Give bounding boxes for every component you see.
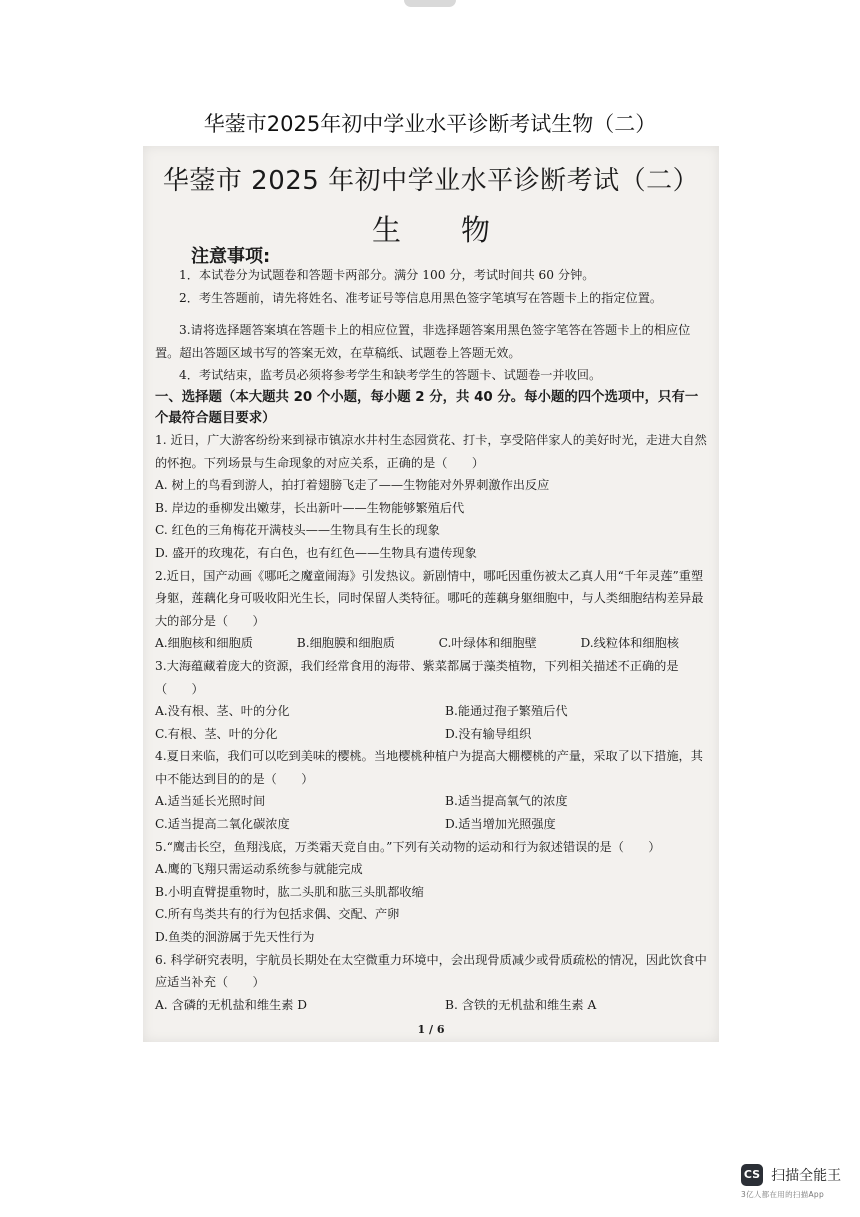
question-option: B. 岸边的垂柳发出嫩芽，长出新叶——生物能够繁殖后代 — [155, 500, 465, 515]
question-options-grid — [155, 790, 709, 835]
document-title: 华蓥市2025年初中学业水平诊断考试生物（二） — [203, 112, 657, 136]
notice-item: 2．考生答题前，请先将姓名、准考证号等信息用黑色签字笔填写在答题卡上的指定位置。 — [179, 290, 663, 305]
question-option: C.叶绿体和细胞壁 — [438, 636, 537, 651]
question-option: A. 含磷的无机盐和维生素 D — [155, 997, 308, 1012]
question-stem: 1. 近日，广大游客纷纷来到禄市镇凉水井村生态园赏花、打卡，享受陪伴家人的美好时光，走进大自然的怀抱。下列场景与生命现象的对应关系，正确的是（ ） — [155, 432, 707, 470]
question-option: B.小明直臂提重物时，肱二头肌和肱三头肌都收缩 — [155, 884, 424, 899]
question-option: C. 红色的三角梅花开满枝头——生物具有生长的现象 — [155, 523, 440, 538]
question-option: C.所有鸟类共有的行为包括求偶、交配、产卵 — [155, 907, 400, 922]
question-options-grid — [155, 700, 709, 745]
question-option: D.线粒体和细胞核 — [580, 636, 679, 651]
question-stem: 3.大海蕴藏着庞大的资源，我们经常食用的海带、紫菜都属于藻类植物，下列相关描述不正确的是（ ） — [155, 658, 679, 696]
exam-subject: 生物 — [371, 213, 550, 247]
notice-item: 1．本试卷分为试题卷和答题卡两部分。满分 100 分，考试时间共 60 分钟。 — [179, 268, 595, 282]
question-option: D.适当增加光照强度 — [445, 817, 556, 832]
question-option: B.适当提高氧气的浓度 — [445, 794, 568, 809]
question-stem: 6. 科学研究表明，宇航员长期处在太空微重力环境中，会出现骨质减少或骨质疏松的情况，因此饮食中应适当补充（ ） — [155, 952, 707, 990]
section-title: 一、选择题（本大题共 20 个小题，每小题 2 分，共 40 分。每小题的四个选项中，只有一个最符合题目要求） — [155, 389, 699, 426]
question-option: D. 盛开的玫瑰花，有白色，也有红色——生物具有遗传现象 — [155, 545, 477, 560]
question-stem: 4.夏日来临，我们可以吃到美味的樱桃。当地樱桃种植户为提高大棚樱桃的产量，采取了以下措施，其中不能达到目的的是（ ） — [155, 749, 703, 786]
watermark-app-name: 扫描全能王 — [771, 1168, 842, 1184]
question-stem: 2.近日，国产动画《哪吒之魔童闹海》引发热议。新剧情中，哪吒因重伤被太乙真人用“千年灵莲”重塑身躯，莲藕化身可吸收阳光生长，同时保留人类特征。哪吒的莲藕身躯细胞中，与人类细胞结构差异最大的部分是（ ） — [155, 568, 704, 628]
watermark-tagline: 3亿人都在用的扫描App — [741, 1190, 825, 1199]
question-option: A.适当延长光照时间 — [155, 794, 266, 809]
question-option: B. 含铁的无机盐和维生素 A — [445, 997, 597, 1012]
scanner-watermark — [741, 1164, 851, 1200]
question-option: C.有根、茎、叶的分化 — [155, 726, 278, 741]
page-number: 1 / 6 — [417, 1023, 445, 1036]
question-option: B.细胞膜和细胞质 — [296, 636, 395, 651]
camscanner-logo-icon: CS — [741, 1164, 763, 1186]
exam-header: 华蓥市 2025 年初中学业水平诊断考试（二） — [162, 166, 700, 196]
question-options-row — [155, 632, 709, 655]
question-option: C.适当提高二氧化碳浓度 — [155, 817, 290, 832]
question-stem: 5.“鹰击长空，鱼翔浅底，万类霜天竞自由。”下列有关动物的运动和行为叙述错误的是（ ） — [155, 839, 661, 854]
question-option: A.没有根、茎、叶的分化 — [155, 704, 290, 719]
notice-item: 4．考试结束，监考员必须将参考学生和缺考学生的答题卡、试题卷一并收回。 — [179, 368, 602, 383]
scanned-exam-page — [143, 146, 719, 1042]
question-option: A. 树上的鸟看到游人，拍打着翅膀飞走了——生物能对外界刺激作出反应 — [155, 478, 550, 493]
question-option: B.能通过孢子繁殖后代 — [445, 704, 568, 719]
question-option: D.鱼类的洄游属于先天性行为 — [155, 930, 315, 945]
question-options-grid — [155, 994, 709, 1017]
notice-item: 3.请将选择题答案填在答题卡上的相应位置，非选择题答案用黑色签字笔答在答题卡上的相应位置。超出答题区域书写的答案无效，在草稿纸、试题卷上答题无效。 — [155, 323, 691, 360]
notice-title: 注意事项: — [191, 246, 271, 267]
question-option: A.细胞核和细胞质 — [155, 636, 253, 651]
question-option: D.没有输导组织 — [445, 726, 532, 741]
top-pull-tab[interactable] — [404, 0, 456, 7]
question-option: A.鹰的飞翔只需运动系统参与就能完成 — [155, 862, 363, 877]
exam-body — [155, 264, 709, 1016]
